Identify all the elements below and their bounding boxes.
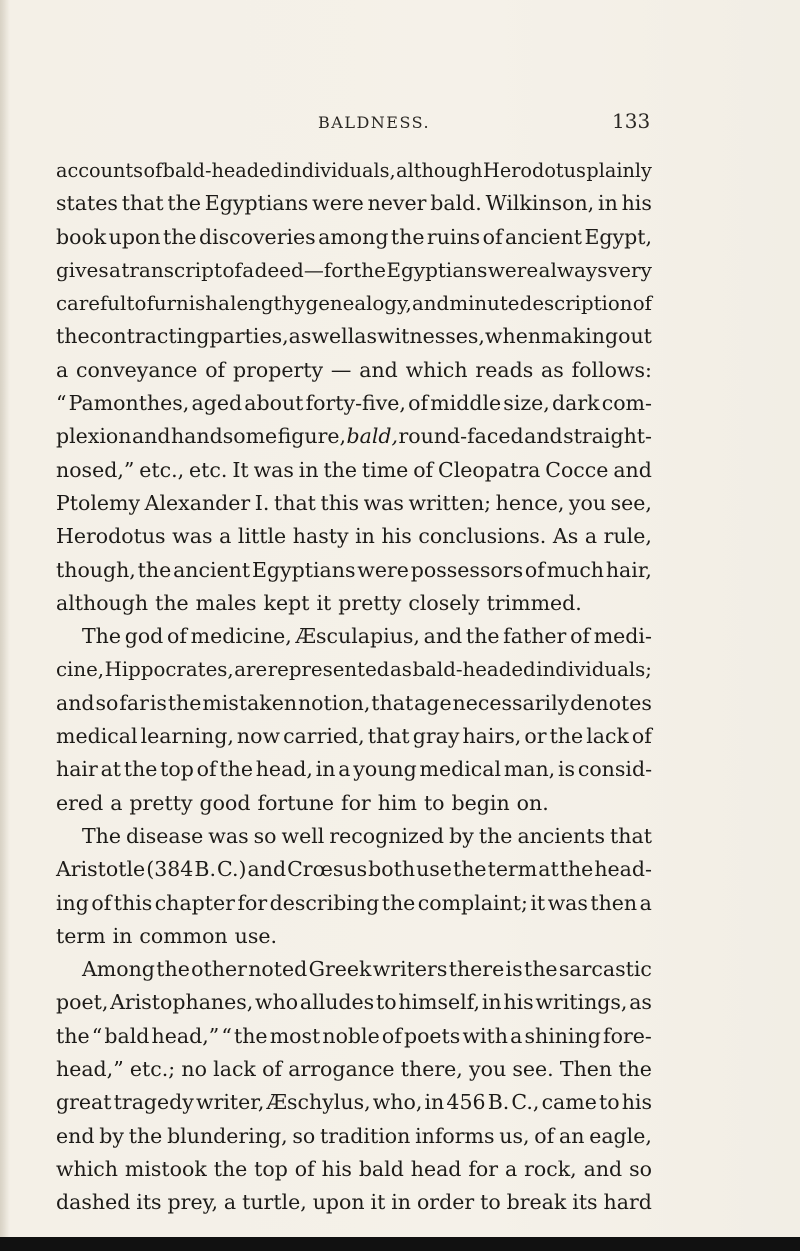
gutter-shadow [0,0,10,1251]
text-line: states that the Egyptians were never bald. Wilkinson, in his [56,191,652,216]
text-line: great tragedy writer, Æschylus, who, in 456 B. C., came to his [56,1090,652,1115]
page-number: 133 [612,109,651,133]
text-line: head,” etc.; no lack of arrogance there, you see. Then the [56,1057,652,1082]
text-line: term in common use. [56,923,277,948]
text-line: ered a pretty good fortune for him to begin on. [56,790,549,815]
text-line: medical learning, now carried, that gray hairs, or the lack of [56,724,652,749]
text-line: Ptolemy Alexander I. that this was written; hence, you see, [56,490,652,515]
text-line: The god of medicine, Æsculapius, and the father of medi- [82,624,652,649]
text-line: end by the blundering, so tradition informs us, of an eagle, [56,1123,652,1148]
text-line: Aristotle (384 B. C.) and Crœsus both use the term at the head- [56,857,652,882]
text-line: plexion and handsome figure, bald, round-faced and straight- [56,424,652,449]
body-text [56,154,652,1220]
text-line: careful to furnish a lengthy genealogy, and minute description of [56,292,652,316]
text-line: Herodotus was a little hasty in his conclusions. As a rule, [56,524,652,549]
text-line: Among the other noted Greek writers there is the sarcastic [82,957,652,982]
text-line: cine, Hippocrates, are represented as bald-headed individuals; [56,658,652,682]
text-line: nosed,” etc., etc. It was in the time of Cleopatra Cocce and [56,457,652,482]
text-line: the “ bald head,” “ the most noble of poets with a shining fore- [56,1023,652,1048]
scan-edge-bar [0,1237,800,1251]
running-head: BALDNESS. [318,113,431,132]
text-line: although the males kept it pretty closely trimmed. [56,590,582,615]
text-line: accounts of bald-headed individuals, although Herodotus plainly [56,159,652,182]
text-line: and so far is the mistaken notion, that age necessarily denotes [56,690,652,715]
text-line: gives a transcript of a deed—for the Egyptians were always very [56,257,652,282]
text-line: though, the ancient Egyptians were possessors of much hair, [56,557,652,582]
text-line: a conveyance of property — and which reads as follows: [56,357,652,382]
text-line: book upon the discoveries among the ruins of ancient Egypt, [56,224,652,249]
text-line: ing of this chapter for describing the complaint; it was then a [56,890,652,915]
text-line: The disease was so well recognized by the ancients that [82,823,652,848]
text-line: dashed its prey, a turtle, upon it in order to break its hard [56,1190,652,1215]
text-line: which mistook the top of his bald head for a rock, and so [56,1156,652,1181]
text-line: the contracting parties, as well as witnesses, when making out [56,324,652,349]
text-line: “ Pamonthes, aged about forty-five, of middle size, dark com- [56,391,652,416]
text-line: poet, Aristophanes, who alludes to himself, in his writings, as [56,990,652,1015]
text-line: hair at the top of the head, in a young medical man, is consid- [56,757,652,782]
